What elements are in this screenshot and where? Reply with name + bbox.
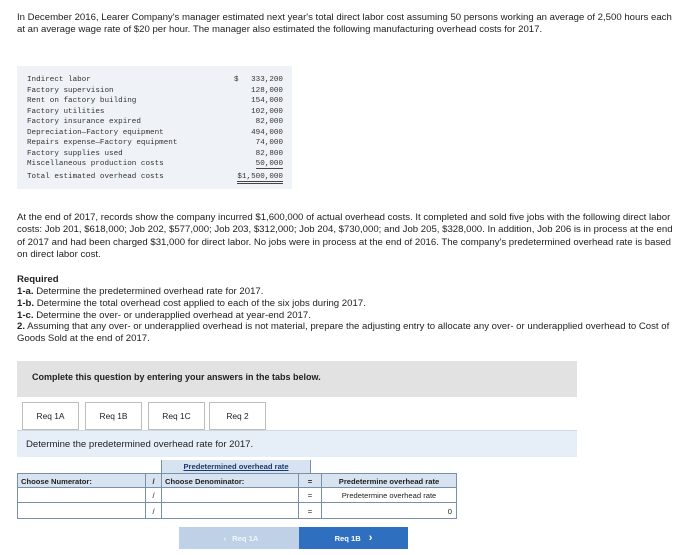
actual-results-paragraph: At the end of 2017, records show the company incurred $1,600,000 of actual overhead costs. It completed and sold five jobs with the following direct labor costs: Job 201, $618,000; Job 202, $577,000; Job 203, $312,000; Job 204, $730,000; and Job 205, $328,000. In addition, Job 206 is in process at the end of 2017 and had been charged $31,000 for direct labor. No jobs were in process at the end of 2016. The company's predetermined overhead rate is based on direct labor cost. [17, 212, 673, 261]
required-text: Determine the predetermined overhead rate for 2017. [36, 286, 264, 297]
overhead-row [27, 139, 289, 150]
divide-sign: / [152, 491, 155, 500]
tab-req-1c[interactable]: Req 1C [148, 402, 205, 430]
overhead-label: Factory utilities [27, 107, 105, 116]
overhead-cost-table [17, 66, 292, 189]
required-num: 1-b. [17, 297, 35, 309]
overhead-label: Miscellaneous production costs [27, 160, 164, 168]
divide-cell [145, 502, 162, 519]
overhead-amount: 333,200 [251, 76, 283, 84]
instruction-text: Complete this question by entering your answers in the tabs below. [32, 372, 321, 382]
required-item [17, 298, 679, 310]
overhead-label: Factory supervision [27, 86, 114, 95]
required-text: Determine the over- or underapplied overhead at year-end 2017. [36, 309, 311, 321]
prev-label: Req 1A [232, 533, 259, 543]
next-label: Req 1B [334, 533, 361, 543]
overhead-total-amount: $1,500,000 [237, 173, 283, 184]
grid-title: Predetermined overhead rate [161, 460, 311, 473]
overhead-amount: 494,000 [251, 128, 283, 137]
required-text: Determine the total overhead cost applied to each of the six jobs during 2017. [36, 297, 366, 309]
overhead-amount: 128,000 [251, 86, 283, 95]
overhead-row [27, 118, 289, 129]
overhead-total-row [27, 173, 289, 184]
next-button[interactable] [299, 527, 408, 549]
tab-bar [17, 402, 577, 432]
divide-sign: / [152, 477, 155, 486]
result-label: Predetermine overhead rate [321, 487, 457, 503]
overhead-row [27, 150, 289, 161]
currency-symbol: $ [234, 76, 239, 84]
denominator-input-2[interactable] [161, 502, 299, 519]
required-num: 2. [17, 321, 26, 333]
overhead-row [27, 76, 289, 87]
overhead-amount: 82,000 [255, 118, 283, 126]
prev-button[interactable] [179, 527, 303, 549]
overhead-amount: 82,800 [255, 149, 283, 158]
overhead-amount: 74,000 [255, 139, 283, 147]
equals-sign: = [307, 477, 313, 486]
overhead-label: Factory supplies used [27, 149, 123, 158]
overhead-row [27, 160, 289, 171]
overhead-label: Indirect labor [27, 76, 91, 84]
tab-req-2[interactable]: Req 2 [209, 402, 266, 430]
numerator-select-1[interactable] [17, 487, 146, 503]
equals-sign: = [307, 507, 313, 516]
required-text: Assuming that any over- or underapplied overhead is not material, prepare the adjusting entry to allocate any over- or underapplied overhead to Cost of Goods Sold at the end of 2017. [17, 321, 670, 345]
overhead-label: Depreciation—Factory equipment [27, 128, 164, 137]
result-header: Predetermine overhead rate [321, 473, 457, 488]
denominator-select-1[interactable] [161, 487, 299, 503]
required-num: 1-a. [17, 286, 34, 297]
numerator-input-2[interactable] [17, 502, 146, 519]
overhead-row [27, 129, 289, 140]
overhead-row [27, 97, 289, 108]
overhead-label: Rent on factory building [27, 97, 137, 105]
denominator-label: Choose Denominator: [161, 473, 299, 488]
equals-cell [298, 487, 322, 503]
overhead-amount: 102,000 [251, 107, 283, 116]
required-item [17, 310, 679, 322]
required-heading: Required [17, 274, 59, 285]
tab-req-1b[interactable]: Req 1B [85, 402, 142, 430]
result-value: 0 [321, 502, 457, 519]
overhead-amount: 50,000 [255, 160, 283, 168]
task-prompt [17, 431, 577, 457]
equals-cell [298, 473, 322, 488]
tab-req-1a[interactable]: Req 1A [22, 402, 79, 430]
divide-sign: / [152, 507, 155, 516]
overhead-total-label: Total estimated overhead costs [27, 173, 164, 181]
required-num: 1-c. [17, 309, 34, 321]
numerator-label: Choose Numerator: [17, 473, 146, 488]
equals-cell [298, 502, 322, 519]
chevron-left-icon: ‹ [223, 533, 227, 543]
overhead-row [27, 108, 289, 119]
overhead-row [27, 87, 289, 98]
equals-sign: = [307, 491, 313, 500]
required-item [17, 286, 679, 298]
chevron-right-icon: › [368, 532, 373, 544]
instruction-banner [17, 361, 577, 397]
overhead-label: Factory insurance expired [27, 118, 141, 126]
required-list [17, 286, 679, 345]
overhead-label: Repairs expense—Factory equipment [27, 139, 178, 147]
required-item [17, 321, 679, 345]
overhead-amount: 154,000 [251, 97, 283, 105]
divide-cell [145, 487, 162, 503]
intro-text: In December 2016, Learer Company's manager estimated next year's total direct labor cost assuming 50 persons working an average of 2,500 hours each at an average wage rate of $20 per hour. The manager also estimated the following manufacturing overhead costs for 2017. [17, 12, 672, 36]
task-text: Determine the predetermined overhead rate for 2017. [26, 439, 254, 450]
divide-cell [145, 473, 162, 488]
